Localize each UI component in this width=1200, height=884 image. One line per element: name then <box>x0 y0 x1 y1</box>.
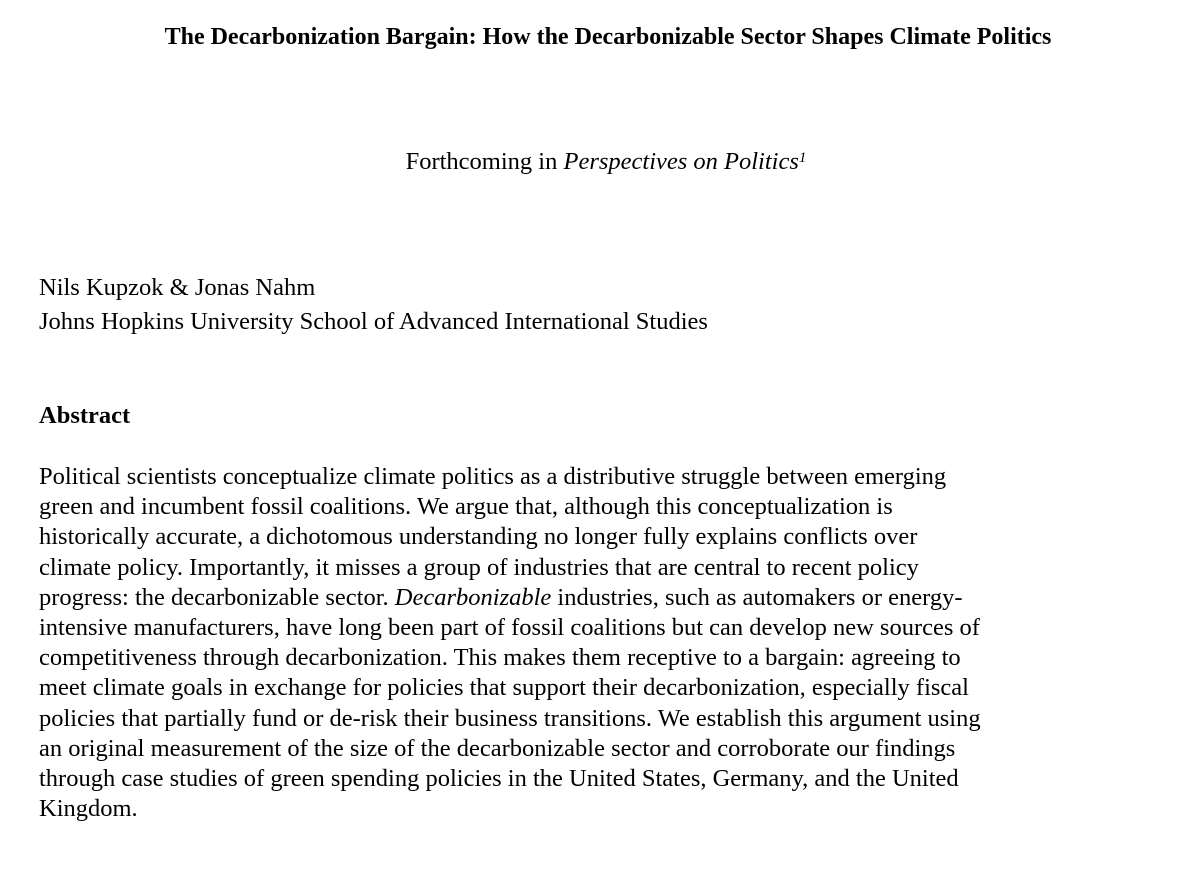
footnote-mark[interactable]: 1 <box>798 150 807 166</box>
abstract-line-segment: progress: the decarbonizable sector. <box>39 583 395 611</box>
author-block <box>39 271 708 339</box>
journal-name: Perspectives on Politics <box>563 148 799 175</box>
abstract-line: intensive manufacturers, have long been part of fossil coalitions but can develop new sources of <box>39 614 980 642</box>
abstract-line: through case studies of green spending policies in the United States, Germany, and the United <box>39 765 959 793</box>
abstract-line <box>39 583 1169 613</box>
abstract-line: green and incumbent fossil coalitions. We argue that, although this conceptualization is <box>39 493 893 521</box>
abstract-line: Political scientists conceptualize climate politics as a distributive struggle between emerging <box>39 463 947 490</box>
author-affiliation: Johns Hopkins University School of Advanced International Studies <box>39 308 708 335</box>
emphasized-term: Decarbonizable <box>394 583 552 611</box>
publication-venue <box>0 147 1200 177</box>
venue-prefix: Forthcoming in <box>405 148 564 175</box>
abstract-body <box>39 462 1169 824</box>
abstract-heading: Abstract <box>39 402 131 429</box>
abstract-line: an original measurement of the size of the decarbonizable sector and corroborate our findings <box>39 734 956 762</box>
abstract-line: policies that partially fund or de-risk their business transitions. We establish this argument using <box>39 704 981 732</box>
abstract-line: competitiveness through decarbonization. This makes them receptive to a bargain: agreeing to <box>39 644 961 672</box>
abstract-line: historically accurate, a dichotomous understanding no longer fully explains conflicts over <box>39 523 918 551</box>
abstract-line: climate policy. Importantly, it misses a group of industries that are central to recent policy <box>39 553 919 581</box>
abstract-line: meet climate goals in exchange for policies that support their decarbonization, especially fiscal <box>39 674 969 702</box>
author-names: Nils Kupzok & Jonas Nahm <box>39 274 316 301</box>
paper-title: The Decarbonization Bargain: How the Decarbonizable Sector Shapes Climate Politics <box>164 24 1052 50</box>
abstract-line-segment: industries, such as automakers or energy- <box>551 583 963 611</box>
abstract-line: Kingdom. <box>39 795 138 823</box>
